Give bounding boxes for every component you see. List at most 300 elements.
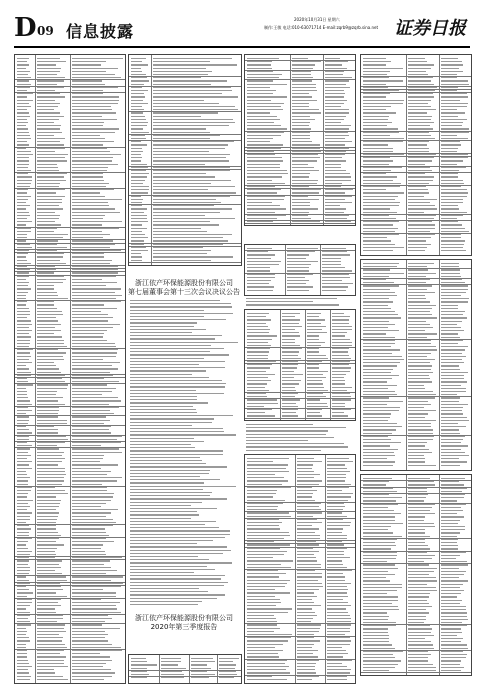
text-line	[408, 327, 433, 328]
text-line	[408, 109, 436, 110]
text-line	[131, 71, 142, 72]
text-line	[325, 128, 349, 129]
text-line	[247, 650, 283, 651]
text-line	[17, 365, 26, 366]
text-line	[247, 602, 281, 603]
text-line	[441, 333, 458, 334]
text-line	[327, 653, 348, 654]
text-line	[408, 381, 432, 382]
text-line	[131, 68, 141, 69]
text-line	[72, 496, 113, 497]
text-line	[441, 196, 467, 197]
text-line	[297, 468, 312, 469]
text-line	[327, 480, 345, 481]
text-line	[441, 539, 458, 540]
text-line	[131, 205, 142, 206]
text-line	[292, 170, 319, 171]
text-line	[441, 651, 463, 652]
text-line	[307, 390, 328, 391]
text-line	[72, 340, 107, 341]
text-line	[17, 445, 32, 446]
text-line	[17, 516, 30, 517]
text-line	[408, 548, 430, 549]
text-line	[408, 378, 430, 379]
text-line	[37, 327, 55, 328]
text-line	[363, 660, 401, 661]
text-line	[37, 256, 63, 257]
text-line	[17, 506, 30, 507]
text-line	[17, 599, 32, 600]
text-line	[72, 157, 113, 158]
text-line	[441, 144, 461, 145]
text-line	[130, 457, 200, 458]
text-line	[131, 247, 146, 248]
text-line	[363, 317, 401, 318]
text-line	[72, 394, 102, 395]
text-line	[327, 570, 352, 571]
text-line	[408, 523, 434, 524]
text-line	[72, 196, 105, 197]
text-line	[325, 196, 352, 197]
text-line	[327, 506, 345, 507]
text-line	[363, 64, 386, 65]
text-line	[441, 192, 468, 193]
text-line	[408, 311, 430, 312]
text-line	[363, 603, 392, 604]
text-line	[307, 396, 326, 397]
text-line	[408, 564, 429, 565]
text-line	[17, 573, 29, 574]
text-line	[17, 58, 29, 59]
text-line	[37, 384, 68, 385]
text-line	[297, 532, 315, 533]
text-line	[363, 670, 389, 671]
text-line	[363, 397, 389, 398]
text-line	[17, 183, 31, 184]
text-line	[247, 464, 288, 465]
text-line	[130, 502, 202, 503]
text-line	[363, 266, 397, 267]
text-line	[72, 71, 106, 72]
text-line	[17, 586, 26, 587]
text-line	[130, 585, 224, 586]
text-line	[72, 276, 116, 277]
text-line	[72, 551, 105, 552]
text-line	[247, 535, 290, 536]
text-line	[153, 215, 205, 216]
text-line	[37, 548, 57, 549]
text-line	[408, 628, 432, 629]
text-line	[292, 189, 321, 190]
text-line	[247, 503, 283, 504]
text-line	[37, 608, 55, 609]
text-line	[327, 503, 344, 504]
text-line	[327, 522, 351, 523]
text-line	[247, 621, 277, 622]
text-line	[282, 339, 295, 340]
text-line	[363, 74, 387, 75]
text-line	[297, 551, 319, 552]
text-line	[72, 170, 107, 171]
text-line	[282, 323, 299, 324]
text-line	[441, 587, 460, 588]
text-line	[37, 292, 57, 293]
text-line	[219, 671, 236, 672]
text-line	[297, 564, 321, 565]
text-line	[441, 555, 460, 556]
text-line	[37, 125, 61, 126]
text-line	[72, 413, 114, 414]
text-line	[37, 144, 64, 145]
text-line	[325, 151, 346, 152]
text-line	[292, 128, 311, 129]
text-line	[307, 351, 319, 352]
text-line	[408, 317, 437, 318]
text-line	[247, 612, 288, 613]
table-rule	[15, 252, 125, 253]
text-line	[325, 212, 344, 213]
text-line	[363, 154, 404, 155]
text-line	[327, 528, 343, 529]
text-line	[37, 490, 65, 491]
text-line	[363, 417, 390, 418]
text-line	[17, 272, 29, 273]
text-line	[17, 452, 28, 453]
text-line	[17, 624, 31, 625]
text-line	[363, 132, 399, 133]
text-line	[247, 212, 275, 213]
text-line	[72, 608, 117, 609]
text-line	[247, 358, 268, 359]
text-line	[131, 77, 147, 78]
text-line	[441, 657, 466, 658]
text-line	[363, 289, 390, 290]
text-line	[37, 676, 63, 677]
text-line	[130, 300, 220, 301]
text-line	[408, 100, 431, 101]
text-line	[363, 612, 387, 613]
text-line	[37, 567, 61, 568]
text-line	[72, 596, 116, 597]
text-line	[247, 409, 272, 410]
text-line	[307, 367, 319, 368]
text-line	[37, 599, 61, 600]
text-line	[441, 410, 462, 411]
text-line	[37, 605, 61, 606]
text-line	[408, 407, 424, 408]
text-line	[72, 64, 101, 65]
text-line	[161, 671, 182, 672]
text-line	[72, 407, 119, 408]
text-line	[408, 555, 435, 556]
text-line	[130, 313, 233, 314]
text-line	[408, 654, 431, 655]
text-line	[363, 250, 393, 251]
text-line	[17, 672, 29, 673]
text-line	[17, 320, 31, 321]
text-line	[297, 570, 315, 571]
text-line	[37, 580, 67, 581]
text-line	[17, 221, 32, 222]
text-line	[191, 664, 207, 665]
text-line	[17, 199, 28, 200]
text-line	[297, 656, 318, 657]
text-line	[441, 532, 460, 533]
text-line	[307, 342, 325, 343]
text-line	[72, 570, 117, 571]
text-line	[17, 346, 29, 347]
text-line	[297, 650, 318, 651]
text-line	[441, 507, 461, 508]
text-line	[37, 432, 58, 433]
text-line	[37, 167, 58, 168]
text-line	[408, 144, 427, 145]
text-line	[72, 247, 110, 248]
text-line	[327, 650, 346, 651]
text-line	[408, 465, 436, 466]
text-line	[153, 90, 232, 91]
text-line	[287, 286, 313, 287]
text-line	[37, 343, 64, 344]
text-line	[247, 487, 291, 488]
text-line	[247, 326, 268, 327]
text-line	[408, 644, 433, 645]
text-line	[17, 554, 30, 555]
text-line	[247, 458, 289, 459]
text-line	[408, 670, 436, 671]
text-line	[37, 602, 58, 603]
text-line	[247, 274, 275, 275]
text-line	[37, 333, 54, 334]
text-line	[297, 653, 313, 654]
text-line	[441, 202, 463, 203]
text-line	[17, 368, 29, 369]
text-line	[72, 541, 114, 542]
text-line	[153, 109, 238, 110]
text-line	[408, 148, 429, 149]
text-line	[297, 589, 319, 590]
text-line	[153, 180, 231, 181]
text-line	[408, 276, 426, 277]
text-line	[292, 68, 313, 69]
text-line	[161, 661, 181, 662]
financial-table-4	[244, 454, 356, 684]
text-line	[325, 144, 345, 145]
text-line	[37, 132, 62, 133]
text-line	[363, 375, 399, 376]
text-line	[37, 436, 66, 437]
text-line	[363, 488, 393, 489]
text-line	[130, 572, 194, 573]
text-line	[408, 638, 425, 639]
text-line	[292, 173, 310, 174]
text-line	[363, 494, 389, 495]
text-line	[37, 522, 56, 523]
text-line	[363, 651, 403, 652]
text-line	[325, 80, 349, 81]
text-line	[441, 154, 468, 155]
text-line	[408, 93, 433, 94]
text-line	[37, 400, 58, 401]
text-line	[363, 327, 388, 328]
text-line	[441, 529, 465, 530]
text-line	[441, 244, 464, 245]
text-line	[247, 144, 283, 145]
text-line	[325, 109, 349, 110]
text-line	[37, 314, 63, 315]
text-line	[247, 170, 287, 171]
text-line	[191, 661, 215, 662]
text-line	[408, 603, 429, 604]
text-line	[130, 553, 223, 554]
text-line	[153, 260, 211, 261]
text-line	[17, 634, 26, 635]
text-line	[441, 285, 468, 286]
text-line	[72, 522, 116, 523]
text-line	[327, 589, 348, 590]
text-line	[17, 589, 29, 590]
text-line	[363, 484, 386, 485]
text-line	[72, 279, 102, 280]
text-line	[441, 228, 465, 229]
text-line	[247, 96, 287, 97]
text-line	[292, 132, 310, 133]
text-line	[408, 324, 430, 325]
text-line	[441, 167, 466, 168]
text-line	[130, 399, 197, 400]
text-line	[131, 674, 149, 675]
text-line	[292, 103, 309, 104]
text-line	[325, 125, 351, 126]
text-line	[282, 393, 298, 394]
text-line	[441, 628, 461, 629]
text-line	[441, 561, 467, 562]
text-line	[72, 448, 119, 449]
text-line	[72, 151, 110, 152]
text-line	[292, 157, 320, 158]
text-line	[292, 208, 318, 209]
text-line	[247, 631, 274, 632]
text-line	[363, 542, 395, 543]
text-line	[130, 492, 212, 493]
text-line	[37, 253, 64, 254]
text-line	[130, 521, 216, 522]
text-line	[441, 548, 458, 549]
table-rule	[15, 415, 125, 416]
text-line	[408, 356, 427, 357]
text-line	[408, 154, 436, 155]
text-line	[130, 598, 217, 599]
text-line	[17, 640, 30, 641]
text-line	[441, 667, 464, 668]
text-line	[72, 192, 100, 193]
text-line	[441, 455, 469, 456]
text-line	[408, 90, 435, 91]
text-line	[363, 337, 395, 338]
text-line	[408, 635, 434, 636]
text-line	[441, 654, 467, 655]
text-line	[327, 548, 347, 549]
text-line	[441, 391, 466, 392]
text-line	[17, 615, 30, 616]
text-line	[441, 385, 461, 386]
text-line	[408, 237, 431, 238]
text-line	[247, 215, 286, 216]
text-line	[327, 631, 350, 632]
text-line	[325, 148, 349, 149]
text-line	[37, 298, 68, 299]
text-line	[130, 434, 236, 435]
text-line	[130, 303, 231, 304]
text-line	[325, 173, 350, 174]
text-line	[441, 465, 460, 466]
text-line	[363, 365, 397, 366]
text-line	[131, 212, 144, 213]
text-line	[441, 510, 463, 511]
text-line	[325, 77, 352, 78]
text-line	[153, 68, 206, 69]
text-line	[408, 545, 428, 546]
text-line	[441, 273, 460, 274]
text-line	[37, 100, 55, 101]
text-line	[72, 320, 108, 321]
text-line	[247, 261, 281, 262]
text-line	[131, 144, 147, 145]
table-rule	[15, 172, 125, 173]
text-line	[363, 622, 396, 623]
text-line	[247, 116, 277, 117]
text-line	[363, 571, 388, 572]
text-line	[363, 68, 403, 69]
text-line	[247, 183, 285, 184]
text-line	[153, 125, 229, 126]
text-line	[408, 436, 434, 437]
text-line	[327, 541, 342, 542]
text-line	[297, 634, 314, 635]
text-line	[17, 93, 33, 94]
text-line	[408, 442, 427, 443]
text-line	[408, 321, 426, 322]
text-line	[72, 324, 120, 325]
text-line	[408, 103, 428, 104]
text-line	[130, 393, 224, 394]
text-line	[72, 576, 123, 577]
text-line	[292, 87, 316, 88]
text-line	[441, 305, 458, 306]
text-line	[17, 266, 27, 267]
text-line	[17, 352, 30, 353]
text-line	[131, 244, 144, 245]
text-line	[247, 208, 286, 209]
text-line	[246, 298, 337, 299]
text-line	[17, 186, 30, 187]
text-line	[297, 679, 312, 680]
text-line	[363, 641, 389, 642]
text-line	[292, 71, 311, 72]
text-line	[325, 90, 344, 91]
text-line	[363, 529, 388, 530]
text-line	[327, 676, 347, 677]
text-line	[327, 477, 346, 478]
text-line	[37, 183, 60, 184]
text-line	[327, 644, 350, 645]
text-line	[327, 660, 352, 661]
text-line	[17, 397, 28, 398]
text-line	[363, 324, 395, 325]
text-line	[332, 364, 349, 365]
text-line	[72, 132, 115, 133]
text-line	[17, 333, 29, 334]
